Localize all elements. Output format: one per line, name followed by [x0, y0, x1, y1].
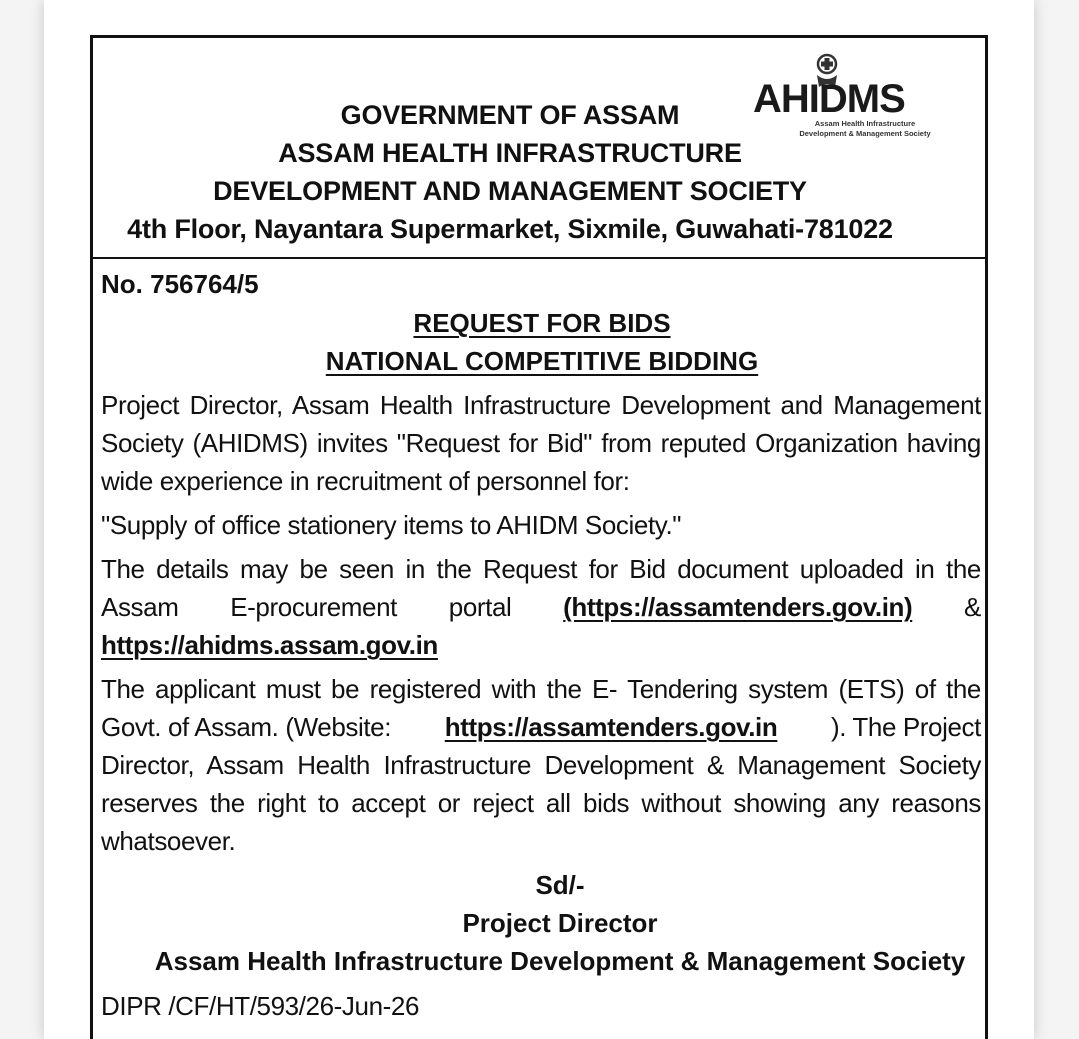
notice-header	[93, 38, 985, 259]
reference-number: No. 756764/5	[101, 269, 259, 299]
paragraph-item	[101, 506, 981, 544]
text-fragment: Govt. of Assam. (Website:	[101, 712, 392, 742]
ahidms-website-link[interactable]: https://ahidms.assam.gov.in	[101, 630, 438, 660]
logo-text: AHIDMS	[753, 77, 905, 121]
header-org-line1: ASSAM HEALTH INFRASTRUCTURE	[278, 138, 742, 168]
paragraph-details	[101, 550, 981, 664]
logo-subtitle-1: Assam Health Infrastructure	[814, 119, 916, 128]
notice-box	[90, 35, 988, 1039]
logo-subtitle-2: Development & Management Society	[799, 129, 931, 138]
text-fragment: &	[964, 592, 981, 622]
title-national-competitive-bidding: NATIONAL COMPETITIVE BIDDING	[325, 346, 759, 376]
bid-item: "Supply of office stationery items to AHIDM Society."	[101, 510, 682, 540]
signature-sd: Sd/-	[535, 870, 585, 900]
paragraph-line: The details may be seen in the Request for Bid document uploaded in the	[101, 554, 981, 584]
paragraph-line	[101, 708, 981, 746]
ahidms-logo	[753, 53, 975, 145]
paragraph-line: Project Director, Assam Health Infrastructure Development and Management	[101, 390, 981, 420]
header-government: GOVERNMENT OF ASSAM	[340, 100, 680, 130]
paragraph-line: Director, Assam Health Infrastructure Development & Management Society	[101, 750, 981, 780]
assamtenders-portal-link[interactable]: (https://assamtenders.gov.in)	[563, 592, 913, 622]
header-address: 4th Floor, Nayantara Supermarket, Sixmile, Guwahati-781022	[127, 214, 893, 244]
paragraph-line: The applicant must be registered with the E- Tendering system (ETS) of the	[101, 674, 981, 704]
signature-title: Project Director	[462, 908, 658, 938]
text-fragment: Assam	[101, 592, 179, 622]
paragraph-registration	[101, 670, 981, 860]
header-org-line2: DEVELOPMENT AND MANAGEMENT SOCIETY	[213, 176, 807, 206]
assamtenders-website-link[interactable]: https://assamtenders.gov.in	[444, 712, 778, 742]
paragraph-line: whatsoever.	[101, 826, 236, 856]
text-fragment: portal	[448, 592, 512, 622]
text-fragment: E-procurement	[230, 592, 397, 622]
paragraph-line	[101, 626, 981, 664]
paragraph-line: Society (AHIDMS) invites "Request for Bid" from reputed Organization having	[101, 428, 981, 458]
paragraph-line: wide experience in recruitment of personnel for:	[101, 466, 630, 496]
dipr-reference: DIPR /CF/HT/593/26-Jun-26	[101, 991, 420, 1021]
paragraph-line: reserves the right to accept or reject all bids without showing any reasons	[101, 788, 981, 818]
text-fragment: ). The Project	[831, 712, 981, 742]
paragraph-line	[101, 588, 981, 626]
document-page	[44, 0, 1034, 1039]
paragraph-invitation	[101, 386, 981, 500]
signature-organization: Assam Health Infrastructure Development & Management Society	[154, 946, 966, 976]
title-request-for-bids: REQUEST FOR BIDS	[413, 308, 671, 338]
